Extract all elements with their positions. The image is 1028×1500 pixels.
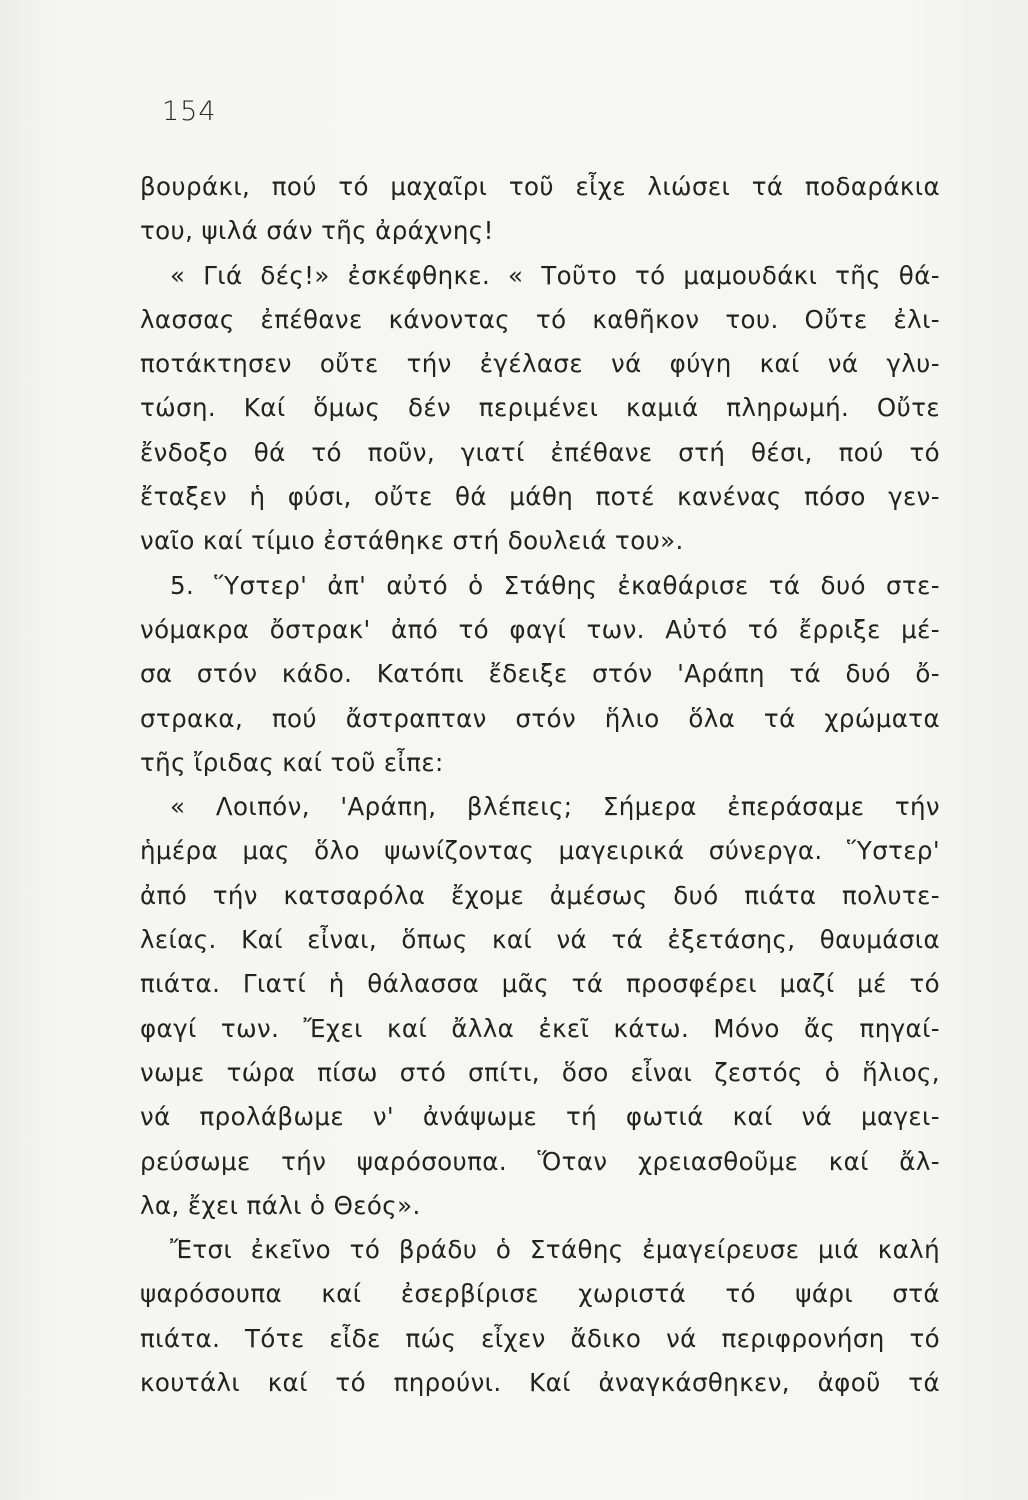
text-line: πιάτα. Τότε εἶδε πώς εἶχεν ἄδικο νά περιφρονήση τό	[140, 1323, 940, 1353]
text-line: ποτάκτησεν οὔτε τήν ἐγέλασε νά φύγη καί νά γλυ-	[140, 349, 940, 379]
text-line: σα στόν κάδο. Κατόπι ἔδειξε στόν 'Αράπη τά δυό ὄ-	[140, 659, 940, 689]
text-line: τώση. Καί ὅμως δέν περιμένει καμιά πληρωμή. Οὔτε	[140, 393, 940, 423]
text-line: φαγί των. Ἔχει καί ἄλλα ἐκεῖ κάτω. Μόνο ἄς πηγαί-	[140, 1013, 940, 1043]
text-line: λασσας ἐπέθανε κάνοντας τό καθῆκον του. Οὔτε ἐλι-	[140, 304, 940, 334]
body-text	[140, 165, 940, 1405]
text-line: ἔταξεν ἡ φύσι, οὔτε θά μάθη ποτέ κανένας πόσο γεν-	[140, 482, 940, 512]
text-line: ἡμέρα μας ὅλο ψωνίζοντας μαγειρικά σύνεργα. Ὕστερ'	[140, 836, 940, 866]
text-line: του, ψιλά σάν τῆς ἀράχνης!	[140, 216, 494, 246]
text-line: νωμε τώρα πίσω στό σπίτι, ὅσο εἶναι ζεστός ὁ ἥλιος,	[140, 1057, 940, 1087]
text-line: « Λοιπόν, 'Αράπη, βλέπεις; Σήμερα ἐπεράσαμε τήν	[170, 792, 940, 822]
page-number: 154	[162, 96, 217, 127]
text-line: ἔνδοξο θά τό ποῦν, γιατί ἐπέθανε στή θέσι, πού τό	[140, 437, 940, 467]
text-line: ψαρόσουπα καί ἐσερβίρισε χωριστά τό ψάρι στά	[140, 1279, 940, 1309]
text-line: « Γιά δές!» ἐσκέφθηκε. « Τοῦτο τό μαμουδάκι τῆς θά-	[170, 260, 940, 290]
text-line: στρακα, πού ἄστραπταν στόν ἥλιο ὅλα τά χρώματα	[140, 703, 940, 733]
text-line: νά προλάβωμε ν' ἀνάψωμε τή φωτιά καί νά μαγει-	[140, 1102, 940, 1132]
text-line: βουράκι, πού τό μαχαῖρι τοῦ εἶχε λιώσει τά ποδαράκια	[140, 172, 940, 201]
text-line: τῆς ἴριδας καί τοῦ εἶπε:	[140, 747, 444, 777]
text-line: 5. Ὕστερ' ἀπ' αὐτό ὁ Στάθης ἐκαθάρισε τά δυό στε-	[170, 570, 940, 600]
text-line: ρεύσωμε τήν ψαρόσουπα. Ὅταν χρειασθοῦμε καί ἄλ-	[140, 1146, 940, 1176]
text-line: κουτάλι καί τό πηρούνι. Καί ἀναγκάσθηκεν, ἀφοῦ τά	[140, 1368, 940, 1398]
text-line: ναῖο καί τίμιο ἐστάθηκε στή δουλειά του».	[140, 526, 684, 556]
text-line: νόμακρα ὄστρακ' ἀπό τό φαγί των. Αὐτό τό ἔρριξε μέ-	[140, 614, 940, 644]
text-line: πιάτα. Γιατί ἡ θάλασσα μᾶς τά προσφέρει μαζί μέ τό	[140, 969, 940, 999]
text-line: λα, ἔχει πάλι ὁ Θεός».	[140, 1190, 421, 1220]
text-line: λείας. Καί εἶναι, ὅπως καί νά τά ἐξετάσης, θαυμάσια	[140, 925, 940, 955]
text-line: Ἔτσι ἐκεῖνο τό βράδυ ὁ Στάθης ἐμαγείρευσε μιά καλή	[170, 1235, 940, 1265]
text-line: ἀπό τήν κατσαρόλα ἔχομε ἀμέσως δυό πιάτα πολυτε-	[140, 880, 940, 910]
